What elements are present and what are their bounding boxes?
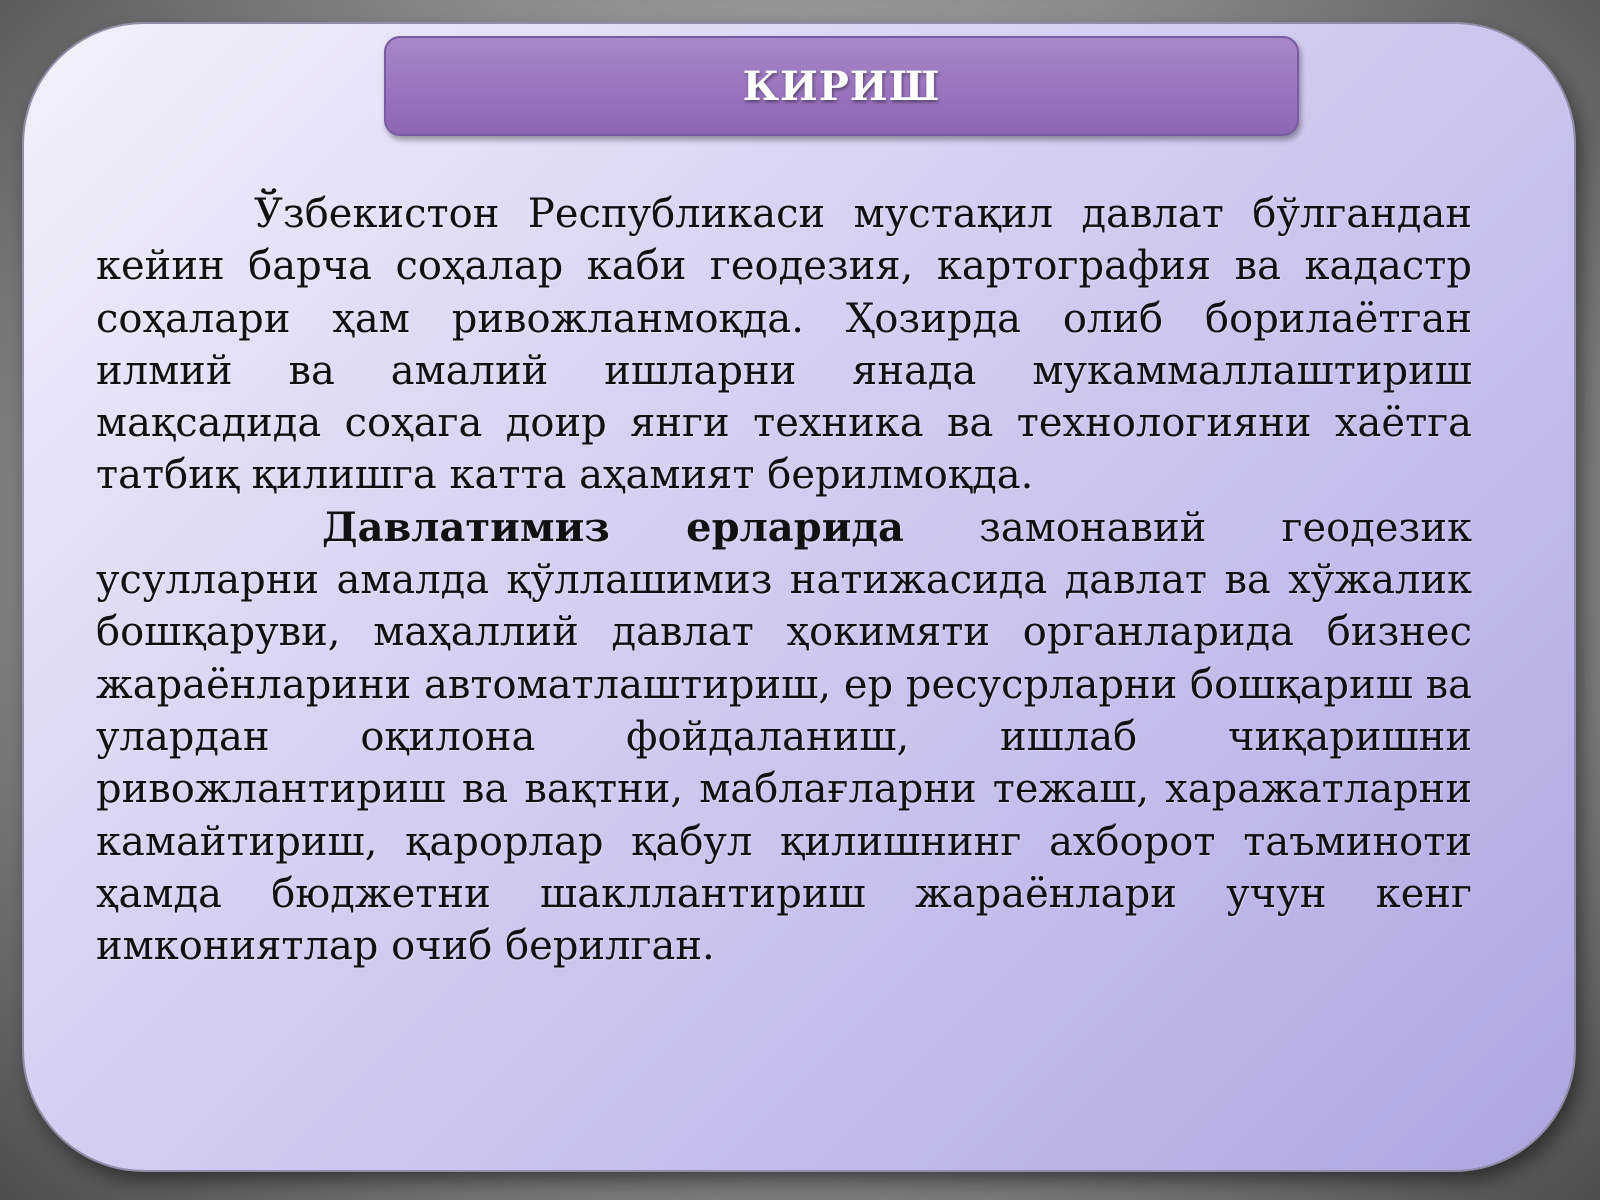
slide-title: КИРИШ [742,62,941,110]
body-text [96,188,1472,972]
paragraph-main-text: замонавий геодезик усулларни амалда қўллашимиз натижасида давлат ва хўжалик бошқаруви, маҳаллий давлат ҳокимяти органларида бизнес жараёнларини автоматлаштириш, ер ресусрларни бошқариш ва улардан оқилона фойдаланиш, ишлаб чиқаришни ривожлантириш ва вақтни, маблағларни тежаш, харажатларни камайтириш, қарорлар қабул қилишнинг ахборот таъминоти ҳамда бюджетни шакллантириш жараёнлари учун кенг имкониятлар очиб берилган. [96,504,1472,970]
paragraph-bold-lead: Давлатимиз ерларида [322,503,904,551]
paragraph-main [96,502,1472,973]
title-banner [384,36,1299,136]
paragraph-intro: Ўзбекистон Республикаси мустақил давлат бўлгандан кейин барча соҳалар каби геодезия, картография ва кадастр соҳалари ҳам ривожланмоқда. Ҳозирда олиб борилаётган илмий ва амалий ишларни янада мукаммаллаштириш мақсадида соҳага доир янги техника ва технологияни хаётга татбиқ қилишга катта аҳамият берилмоқда. [96,191,1472,499]
slide-card [24,24,1574,1170]
